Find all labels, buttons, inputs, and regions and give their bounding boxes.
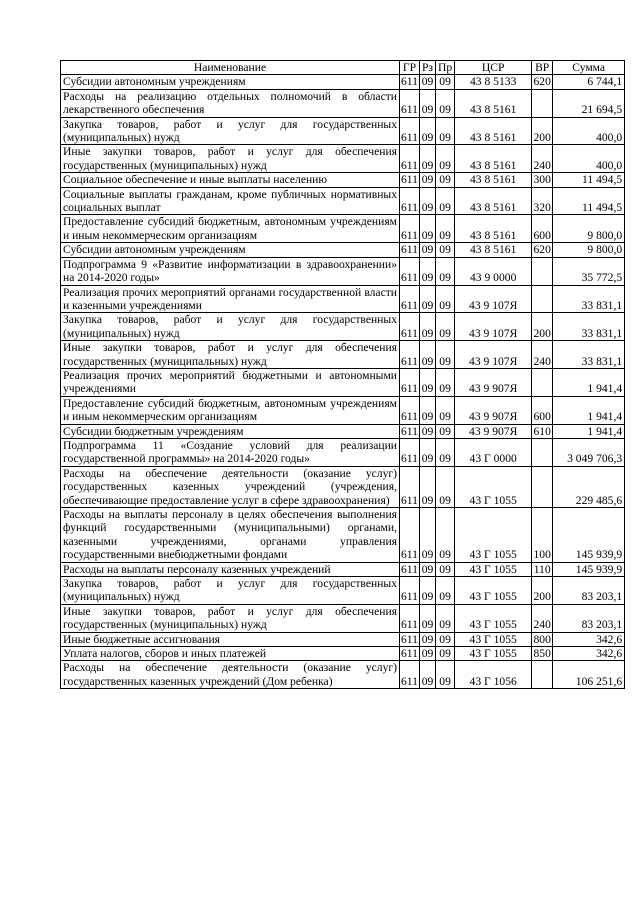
cell-rz: 09 bbox=[419, 562, 435, 576]
cell-name: Иные бюджетные ассигнования bbox=[61, 632, 400, 646]
cell-rz: 09 bbox=[419, 368, 435, 396]
cell-csr: 43 Г 1056 bbox=[455, 661, 532, 689]
cell-csr: 43 9 107Я bbox=[455, 285, 532, 313]
cell-gr: 611 bbox=[400, 368, 420, 396]
cell-csr: 43 Г 1055 bbox=[455, 508, 532, 563]
cell-pr: 09 bbox=[436, 117, 455, 145]
cell-name: Реализация прочих мероприятий органами государственной власти и казенными учреждениями bbox=[61, 285, 400, 313]
cell-vr bbox=[532, 257, 553, 285]
header-vr: ВР bbox=[532, 61, 553, 75]
cell-gr: 611 bbox=[400, 313, 420, 341]
cell-gr: 611 bbox=[400, 396, 420, 424]
cell-gr: 611 bbox=[400, 577, 420, 605]
cell-sum: 342,6 bbox=[553, 647, 625, 661]
cell-rz: 09 bbox=[419, 89, 435, 117]
cell-pr: 09 bbox=[436, 632, 455, 646]
cell-rz: 09 bbox=[419, 285, 435, 313]
header-csr: ЦСР bbox=[455, 61, 532, 75]
cell-gr: 611 bbox=[400, 466, 420, 507]
cell-vr: 320 bbox=[532, 187, 553, 215]
cell-vr bbox=[532, 285, 553, 313]
cell-csr: 43 8 5161 bbox=[455, 117, 532, 145]
cell-pr: 09 bbox=[436, 577, 455, 605]
cell-csr: 43 8 5161 bbox=[455, 215, 532, 243]
cell-pr: 09 bbox=[436, 173, 455, 187]
cell-gr: 611 bbox=[400, 117, 420, 145]
cell-vr: 200 bbox=[532, 117, 553, 145]
cell-csr: 43 Г 1055 bbox=[455, 562, 532, 576]
cell-gr: 611 bbox=[400, 661, 420, 689]
table-row bbox=[61, 647, 625, 661]
table-row bbox=[61, 89, 625, 117]
cell-vr: 300 bbox=[533, 173, 551, 187]
table-body bbox=[61, 75, 625, 689]
cell-name: Расходы на выплаты персоналу казенных учреждений bbox=[61, 562, 400, 576]
cell-pr: 09 bbox=[436, 341, 455, 369]
cell-gr: 611 bbox=[400, 257, 420, 285]
cell-gr: 611 bbox=[400, 187, 420, 215]
cell-sum: 400,0 bbox=[553, 145, 625, 173]
cell-csr: 43 Г 1055 bbox=[455, 604, 532, 632]
cell-gr: 611 bbox=[401, 243, 418, 257]
cell-vr: 850 bbox=[533, 647, 551, 661]
cell-gr: 611 bbox=[400, 604, 420, 632]
cell-csr: 43 8 5161 bbox=[455, 243, 532, 257]
cell-vr: 620 bbox=[533, 243, 551, 257]
cell-rz: 09 bbox=[419, 577, 435, 605]
cell-vr: 100 bbox=[532, 508, 553, 563]
cell-name: Предоставление субсидий бюджетным, автономным учреждениям и иным некоммерческим организациям bbox=[61, 215, 400, 243]
cell-name: Расходы на выплаты персоналу в целях обеспечения выполнения функций государственными (муниципальными) органами, казенными учреждениями, органами управления государственными внебюджетными фондами bbox=[61, 508, 400, 563]
cell-pr: 09 bbox=[436, 466, 455, 507]
cell-sum: 33 831,1 bbox=[553, 313, 625, 341]
cell-sum: 3 049 706,3 bbox=[553, 438, 625, 466]
cell-name: Социальные выплаты гражданам, кроме публичных нормативных социальных выплат bbox=[61, 187, 400, 215]
cell-name: Закупка товаров, работ и услуг для государственных (муниципальных) нужд bbox=[61, 117, 400, 145]
cell-pr: 09 bbox=[436, 187, 455, 215]
cell-csr: 43 9 0000 bbox=[455, 257, 532, 285]
cell-pr: 09 bbox=[436, 647, 455, 661]
table-row bbox=[61, 661, 625, 689]
cell-rz: 09 bbox=[419, 243, 435, 257]
cell-name: Уплата налогов, сборов и иных платежей bbox=[61, 647, 400, 661]
table-row bbox=[61, 632, 625, 646]
cell-name: Социальное обеспечение и иные выплаты населению bbox=[61, 173, 400, 187]
cell-vr: 200 bbox=[532, 313, 553, 341]
cell-name: Иные закупки товаров, работ и услуг для обеспечения государственных (муниципальных) нужд bbox=[61, 604, 400, 632]
cell-vr: 800 bbox=[533, 632, 551, 646]
cell-pr: 09 bbox=[436, 661, 455, 689]
table-row bbox=[61, 424, 625, 438]
cell-name: Субсидии автономным учреждениям bbox=[61, 243, 400, 257]
table-row bbox=[61, 313, 625, 341]
cell-vr: 240 bbox=[532, 341, 553, 369]
cell-gr: 611 bbox=[400, 438, 420, 466]
cell-name: Субсидии бюджетным учреждениям bbox=[61, 424, 400, 438]
cell-rz: 09 bbox=[419, 313, 435, 341]
cell-rz: 09 bbox=[419, 508, 435, 563]
table-row bbox=[61, 438, 625, 466]
cell-vr bbox=[532, 438, 553, 466]
table-row bbox=[61, 145, 625, 173]
cell-pr: 09 bbox=[436, 396, 455, 424]
cell-gr: 611 bbox=[400, 285, 420, 313]
cell-sum: 1 941,4 bbox=[553, 424, 625, 438]
cell-pr: 09 bbox=[436, 368, 455, 396]
cell-gr: 611 bbox=[400, 508, 420, 563]
table-row bbox=[61, 396, 625, 424]
cell-pr: 09 bbox=[436, 75, 455, 89]
cell-name: Закупка товаров, работ и услуг для государственных (муниципальных) нужд bbox=[61, 313, 400, 341]
cell-csr: 43 9 907Я bbox=[455, 396, 532, 424]
cell-csr: 43 8 5161 bbox=[455, 89, 532, 117]
cell-sum: 145 939,9 bbox=[553, 508, 625, 563]
table-row bbox=[61, 341, 625, 369]
cell-rz: 09 bbox=[419, 661, 435, 689]
cell-rz: 09 bbox=[419, 466, 435, 507]
cell-gr: 611 bbox=[400, 145, 420, 173]
cell-name: Иные закупки товаров, работ и услуг для обеспечения государственных (муниципальных) нужд bbox=[61, 145, 400, 173]
cell-pr: 09 bbox=[436, 562, 455, 576]
cell-pr: 09 bbox=[436, 604, 455, 632]
cell-csr: 43 8 5161 bbox=[455, 187, 532, 215]
cell-vr: 200 bbox=[532, 577, 553, 605]
cell-name: Расходы на обеспечение деятельности (оказание услуг) государственных казенных учреждений (учреждения, обеспечивающие предоставление услуг в сфере здравоохранения) bbox=[61, 466, 400, 507]
cell-gr: 611 bbox=[401, 647, 418, 661]
cell-csr: 43 9 907Я bbox=[455, 424, 532, 438]
cell-rz: 09 bbox=[419, 257, 435, 285]
table-row bbox=[61, 604, 625, 632]
cell-name: Расходы на реализацию отдельных полномочий в области лекарственного обеспечения bbox=[61, 89, 400, 117]
cell-vr: 240 bbox=[532, 604, 553, 632]
cell-csr: 43 8 5161 bbox=[455, 145, 532, 173]
cell-sum: 1 941,4 bbox=[553, 368, 625, 396]
header-gr: ГР bbox=[400, 61, 420, 75]
cell-sum: 83 203,1 bbox=[553, 577, 625, 605]
cell-pr: 09 bbox=[436, 257, 455, 285]
cell-gr: 611 bbox=[401, 562, 418, 576]
table-row bbox=[61, 215, 625, 243]
budget-table bbox=[60, 60, 625, 689]
cell-sum: 21 694,5 bbox=[553, 89, 625, 117]
cell-csr: 43 Г 1055 bbox=[455, 647, 532, 661]
cell-gr: 611 bbox=[400, 89, 420, 117]
cell-gr: 611 bbox=[401, 75, 418, 89]
cell-csr: 43 9 107Я bbox=[455, 341, 532, 369]
cell-sum: 9 800,0 bbox=[553, 215, 625, 243]
cell-csr: 43 8 5133 bbox=[455, 75, 532, 89]
cell-name: Закупка товаров, работ и услуг для государственных (муниципальных) нужд bbox=[61, 577, 400, 605]
cell-name: Иные закупки товаров, работ и услуг для обеспечения государственных (муниципальных) нужд bbox=[61, 341, 400, 369]
table-row bbox=[61, 368, 625, 396]
cell-sum: 11 494,5 bbox=[553, 187, 625, 215]
cell-rz: 09 bbox=[419, 632, 435, 646]
cell-pr: 09 bbox=[436, 243, 455, 257]
cell-gr: 611 bbox=[401, 632, 418, 646]
cell-rz: 09 bbox=[419, 396, 435, 424]
cell-sum: 400,0 bbox=[553, 117, 625, 145]
cell-pr: 09 bbox=[436, 508, 455, 563]
cell-vr: 600 bbox=[532, 215, 553, 243]
cell-rz: 09 bbox=[419, 117, 435, 145]
cell-rz: 09 bbox=[419, 145, 435, 173]
cell-vr: 240 bbox=[532, 145, 553, 173]
cell-vr: 110 bbox=[532, 562, 553, 576]
table-row bbox=[61, 257, 625, 285]
cell-vr: 620 bbox=[533, 75, 551, 89]
cell-pr: 09 bbox=[436, 215, 455, 243]
cell-sum: 35 772,5 bbox=[553, 257, 625, 285]
cell-rz: 09 bbox=[419, 75, 435, 89]
header-rz: Рз bbox=[419, 61, 435, 75]
cell-pr: 09 bbox=[436, 285, 455, 313]
cell-pr: 09 bbox=[436, 145, 455, 173]
cell-name: Реализация прочих мероприятий бюджетными и автономными учреждениями bbox=[61, 368, 400, 396]
cell-gr: 611 bbox=[401, 424, 418, 438]
table-row bbox=[61, 466, 625, 507]
cell-pr: 09 bbox=[436, 313, 455, 341]
cell-rz: 09 bbox=[419, 647, 435, 661]
cell-csr: 43 8 5161 bbox=[455, 173, 532, 187]
cell-csr: 43 Г 0000 bbox=[455, 438, 532, 466]
table-header-row bbox=[61, 61, 625, 75]
cell-name: Расходы на обеспечение деятельности (оказание услуг) государственных казенных учреждений (Дом ребенка) bbox=[61, 661, 400, 689]
cell-rz: 09 bbox=[419, 187, 435, 215]
table-row bbox=[61, 508, 625, 563]
header-name: Наименование bbox=[61, 61, 400, 75]
cell-rz: 09 bbox=[419, 424, 435, 438]
cell-name: Подпрограмма 11 «Создание условий для реализации государственной программы» на 2014-2020 годы» bbox=[61, 438, 400, 466]
cell-rz: 09 bbox=[419, 341, 435, 369]
cell-sum: 33 831,1 bbox=[553, 285, 625, 313]
cell-gr: 611 bbox=[400, 341, 420, 369]
cell-csr: 43 Г 1055 bbox=[455, 632, 532, 646]
cell-csr: 43 9 107Я bbox=[455, 313, 532, 341]
table-row bbox=[61, 243, 625, 257]
cell-rz: 09 bbox=[419, 438, 435, 466]
cell-sum: 83 203,1 bbox=[553, 604, 625, 632]
cell-rz: 09 bbox=[419, 215, 435, 243]
cell-vr bbox=[532, 661, 553, 689]
header-pr: Пр bbox=[436, 61, 455, 75]
cell-gr: 611 bbox=[401, 173, 418, 187]
table-row bbox=[61, 187, 625, 215]
table-row bbox=[61, 577, 625, 605]
cell-pr: 09 bbox=[436, 438, 455, 466]
cell-vr bbox=[532, 466, 553, 507]
header-sum: Сумма bbox=[553, 61, 625, 75]
cell-vr bbox=[532, 89, 553, 117]
cell-name: Подпрограмма 9 «Развитие информатизации в здравоохранении» на 2014-2020 годы» bbox=[61, 257, 400, 285]
table-row bbox=[61, 562, 625, 576]
cell-name: Предоставление субсидий бюджетным, автономным учреждениям и иным некоммерческим организациям bbox=[61, 396, 400, 424]
table-row bbox=[61, 173, 625, 187]
cell-pr: 09 bbox=[436, 89, 455, 117]
cell-vr: 610 bbox=[533, 424, 551, 438]
cell-gr: 611 bbox=[400, 215, 420, 243]
cell-sum: 33 831,1 bbox=[553, 341, 625, 369]
cell-sum: 106 251,6 bbox=[553, 661, 625, 689]
cell-name: Субсидии автономным учреждениям bbox=[61, 75, 400, 89]
cell-csr: 43 9 907Я bbox=[455, 368, 532, 396]
cell-rz: 09 bbox=[419, 604, 435, 632]
cell-csr: 43 Г 1055 bbox=[455, 577, 532, 605]
cell-sum: 342,6 bbox=[553, 632, 625, 646]
cell-sum: 229 485,6 bbox=[553, 466, 625, 507]
cell-pr: 09 bbox=[436, 424, 455, 438]
cell-sum: 1 941,4 bbox=[553, 396, 625, 424]
table-row bbox=[61, 285, 625, 313]
cell-vr bbox=[532, 368, 553, 396]
cell-sum: 11 494,5 bbox=[553, 173, 625, 187]
cell-rz: 09 bbox=[419, 173, 435, 187]
cell-csr: 43 Г 1055 bbox=[455, 466, 532, 507]
cell-vr: 600 bbox=[532, 396, 553, 424]
cell-sum: 6 744,1 bbox=[553, 75, 625, 89]
table-row bbox=[61, 75, 625, 89]
cell-sum: 9 800,0 bbox=[553, 243, 625, 257]
table-row bbox=[61, 117, 625, 145]
cell-sum: 145 939,9 bbox=[553, 562, 625, 576]
